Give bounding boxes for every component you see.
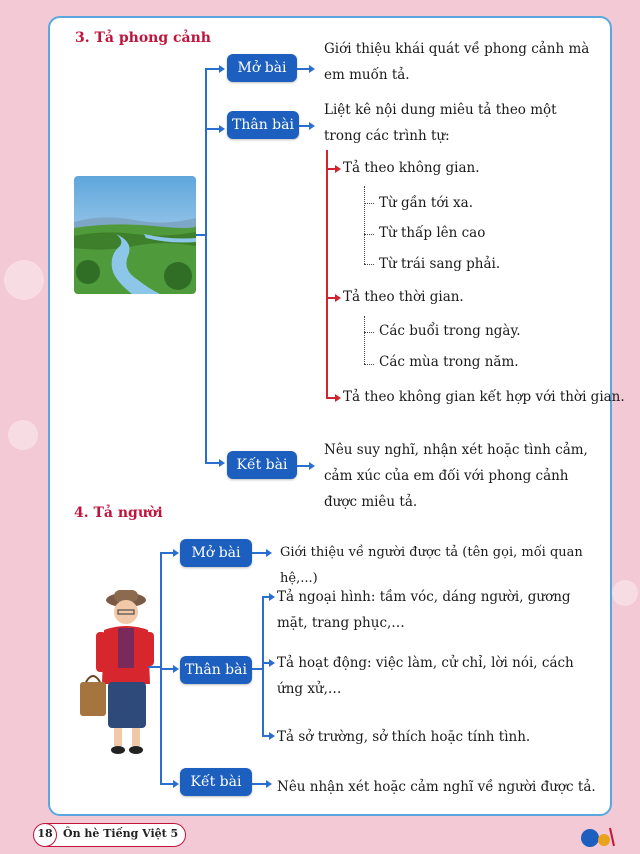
- arrow-icon: [335, 294, 341, 302]
- than-bai-item: Tả ngoại hình: tầm vóc, dáng người, gương mặt, trang phục,…: [277, 589, 571, 631]
- arrow-icon: [269, 659, 275, 667]
- tree-connector: [252, 668, 262, 670]
- arrow-icon: [173, 549, 179, 557]
- dotted-connector: [364, 316, 365, 364]
- arrow-icon: [266, 780, 272, 788]
- page-number: 18: [33, 823, 57, 847]
- section-4-title: 4. Tả người: [74, 505, 163, 521]
- sub-tree-connector: [326, 150, 328, 398]
- publisher-logo-icon: [580, 826, 616, 850]
- tree-connector: [262, 596, 264, 736]
- than-bai-intro: Liệt kê nội dung miêu tả theo một trong các trình tự:: [324, 102, 557, 144]
- footer-book-badge: [34, 823, 186, 847]
- than-bai-item: Tả sở trường, sở thích hoặc tính tình.: [277, 729, 531, 745]
- ket-bai-text: Nêu nhận xét hoặc cảm nghĩ về người được tả.: [277, 779, 596, 795]
- arrow-icon: [266, 549, 272, 557]
- arrow-icon: [309, 65, 315, 73]
- landscape-image: [74, 176, 196, 294]
- background-blossom: [4, 260, 44, 300]
- dotted-connector: [364, 264, 374, 265]
- ket-bai-button[interactable]: Kết bài: [227, 451, 297, 479]
- tree-connector: [160, 552, 174, 554]
- arrow-icon: [335, 394, 341, 402]
- group-title: Tả theo không gian.: [343, 160, 480, 176]
- than-bai-button[interactable]: Thân bài: [180, 656, 252, 684]
- mo-bai-text: Giới thiệu khái quát về phong cảnh mà em muốn tả.: [324, 41, 590, 83]
- mo-bai-button[interactable]: Mở bài: [180, 539, 252, 567]
- list-item: Từ thấp lên cao: [379, 225, 486, 241]
- tree-connector: [160, 783, 174, 785]
- background-blossom: [8, 420, 38, 450]
- arrow-icon: [309, 462, 315, 470]
- mo-bai-button[interactable]: Mở bài: [227, 54, 297, 82]
- dotted-connector: [364, 332, 374, 333]
- arrow-icon: [173, 780, 179, 788]
- dotted-connector: [364, 203, 374, 204]
- list-item: Các mùa trong năm.: [379, 354, 519, 370]
- tree-connector: [148, 666, 160, 668]
- group-title: Tả theo không gian kết hợp với thời gian.: [343, 389, 625, 405]
- arrow-icon: [269, 732, 275, 740]
- background-blossom: [612, 580, 638, 606]
- list-item: Từ trái sang phải.: [379, 256, 501, 272]
- list-item: Các buổi trong ngày.: [379, 323, 521, 339]
- list-item: Từ gần tới xa.: [379, 195, 474, 211]
- mo-bai-text: Giới thiệu về người được tả (tên gọi, mối quan hệ,...): [280, 545, 583, 586]
- dotted-connector: [364, 364, 374, 365]
- than-bai-button[interactable]: Thân bài: [227, 111, 299, 139]
- ket-bai-text: Nêu suy nghĩ, nhận xét hoặc tình cảm, cảm xúc của em đối với phong cảnh được miêu tả.: [324, 442, 588, 510]
- dotted-connector: [364, 186, 365, 264]
- arrow-icon: [219, 125, 225, 133]
- dotted-connector: [364, 234, 374, 235]
- than-bai-item: Tả hoạt động: việc làm, cử chỉ, lời nói, cách ứng xử,…: [277, 655, 574, 697]
- tree-connector: [160, 668, 174, 670]
- arrow-icon: [335, 165, 341, 173]
- section-3-title: 3. Tả phong cảnh: [75, 30, 211, 46]
- person-illustration: [78, 586, 158, 756]
- ket-bai-button[interactable]: Kết bài: [180, 768, 252, 796]
- arrow-icon: [219, 65, 225, 73]
- group-title: Tả theo thời gian.: [343, 289, 464, 305]
- arrow-icon: [309, 122, 315, 130]
- arrow-icon: [173, 665, 179, 673]
- book-title: Ôn hè Tiếng Việt 5: [63, 827, 179, 840]
- arrow-icon: [269, 593, 275, 601]
- arrow-icon: [219, 459, 225, 467]
